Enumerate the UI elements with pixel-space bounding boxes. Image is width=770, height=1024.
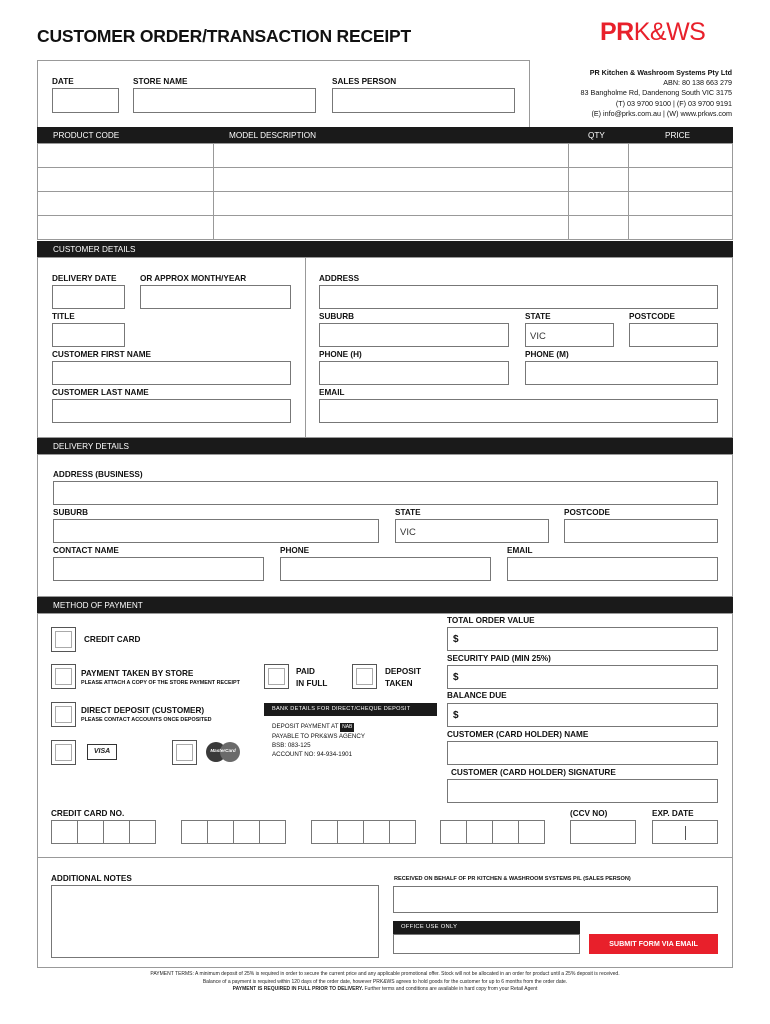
visa-logo: VISA xyxy=(87,744,117,760)
office-use-input[interactable] xyxy=(393,934,580,954)
terms-line-3-bold: PAYMENT IS REQUIRED IN FULL PRIOR TO DELIVERY. xyxy=(232,986,364,993)
store-payment-note: PLEASE ATTACH A COPY OF THE STORE PAYMENT RECEIPT xyxy=(81,680,240,686)
cc-group-3 xyxy=(311,820,416,844)
card-holder-name-input[interactable] xyxy=(447,741,718,765)
cc-digit[interactable] xyxy=(77,820,104,844)
delivery-address-input[interactable] xyxy=(53,481,718,505)
terms-line-2: Balance of a payment is required within 120 days of the order date, however PRK&WS agrees to hold goods for the customer for up to 6 months from the order date. xyxy=(202,978,568,985)
company-logo xyxy=(600,18,705,47)
direct-deposit-checkbox[interactable] xyxy=(51,702,76,727)
cc-digit[interactable] xyxy=(103,820,130,844)
bank-details-heading: BANK DETAILS FOR DIRECT/CHEQUE DEPOSIT xyxy=(272,706,411,712)
contact-name-label: CONTACT NAME xyxy=(53,546,119,555)
payment-heading: METHOD OF PAYMENT xyxy=(53,601,143,610)
office-use-only-label: OFFICE USE ONLY xyxy=(401,924,458,930)
balance-due-label: BALANCE DUE xyxy=(447,691,507,700)
paid-in-full-label-1: PAID xyxy=(296,667,315,676)
security-currency: $ xyxy=(453,672,459,683)
deposit-taken-label-2: TAKEN xyxy=(385,679,413,688)
received-on-behalf-label: RECEIVED ON BEHALF OF PR KITCHEN & WASHROOM SYSTEMS P/L (SALES PERSON) xyxy=(394,876,631,882)
cc-digit[interactable] xyxy=(466,820,493,844)
visa-checkbox[interactable] xyxy=(51,740,76,765)
delivery-email-label: EMAIL xyxy=(507,546,533,555)
phone-m-input[interactable] xyxy=(525,361,718,385)
balance-currency: $ xyxy=(453,710,459,721)
approx-month-year-input[interactable] xyxy=(140,285,291,309)
col-model-description: MODEL DESCRIPTION xyxy=(229,131,317,140)
cc-digit[interactable] xyxy=(337,820,364,844)
product-row-2[interactable] xyxy=(38,168,732,190)
state-select[interactable] xyxy=(525,323,614,347)
delivery-details-header xyxy=(37,438,733,454)
card-holder-signature-label: CUSTOMER (CARD HOLDER) SIGNATURE xyxy=(451,768,616,777)
store-name-input[interactable] xyxy=(133,88,316,113)
additional-notes-input[interactable] xyxy=(51,885,379,958)
title-label: TITLE xyxy=(52,312,75,321)
cc-group-1 xyxy=(51,820,156,844)
mastercard-checkbox[interactable] xyxy=(172,740,197,765)
security-paid-label: SECURITY PAID (MIN 25%) xyxy=(447,654,551,663)
ccv-input[interactable] xyxy=(570,820,636,844)
address-label: ADDRESS xyxy=(319,274,360,283)
cc-digit[interactable] xyxy=(518,820,545,844)
exp-date-input[interactable] xyxy=(652,820,718,844)
bsb: BSB: 083-125 xyxy=(272,742,311,749)
store-payment-label: PAYMENT TAKEN BY STORE xyxy=(81,669,194,678)
terms-line-3-rest: Further terms and conditions are available in hard copy from your Retail Agent xyxy=(363,986,538,993)
security-paid-input[interactable] xyxy=(447,665,718,689)
total-order-value-input[interactable] xyxy=(447,627,718,651)
cc-digit[interactable] xyxy=(181,820,208,844)
delivery-details-heading: DELIVERY DETAILS xyxy=(53,442,129,451)
credit-card-no-label: CREDIT CARD NO. xyxy=(51,809,125,818)
total-currency: $ xyxy=(453,634,459,645)
delivery-phone-label: PHONE xyxy=(280,546,310,555)
delivery-state-value: VIC xyxy=(400,527,416,538)
bank-name: NAB xyxy=(342,724,353,730)
received-on-behalf-input[interactable] xyxy=(393,886,718,913)
title-input[interactable] xyxy=(52,323,125,347)
company-info xyxy=(581,68,732,119)
terms-line-3 xyxy=(37,986,733,994)
customer-details-heading: CUSTOMER DETAILS xyxy=(53,245,136,254)
exp-date-separator xyxy=(685,826,686,840)
col-price: PRICE xyxy=(665,131,691,140)
cc-digit[interactable] xyxy=(259,820,286,844)
payment-header xyxy=(37,597,733,613)
address-input[interactable] xyxy=(319,285,718,309)
last-name-input[interactable] xyxy=(52,399,291,423)
direct-deposit-note: PLEASE CONTACT ACCOUNTS ONCE DEPOSITED xyxy=(81,717,212,723)
delivery-address-label: ADDRESS (BUSINESS) xyxy=(53,470,143,479)
company-abn: ABN: 80 138 663 279 xyxy=(663,78,732,88)
first-name-label: CUSTOMER FIRST NAME xyxy=(52,350,152,359)
phone-h-label: PHONE (H) xyxy=(319,350,362,359)
delivery-postcode-input[interactable] xyxy=(564,519,718,543)
delivery-date-label: DELIVERY DATE xyxy=(52,274,117,283)
email-label: EMAIL xyxy=(319,388,345,397)
logo-rest: K&WS xyxy=(633,18,706,46)
payment-terms xyxy=(37,971,733,994)
company-address: 83 Bangholme Rd, Dandenong South VIC 3175 xyxy=(580,88,732,98)
deposit-taken-label-1: DEPOSIT xyxy=(385,667,421,676)
paid-in-full-checkbox[interactable] xyxy=(264,664,289,689)
additional-notes-label: ADDITIONAL NOTES xyxy=(51,874,132,883)
bank-details-header xyxy=(264,703,437,716)
credit-card-label: CREDIT CARD xyxy=(84,635,141,644)
mastercard-text: MasterCard xyxy=(210,748,236,753)
delivery-email-input[interactable] xyxy=(507,557,718,581)
total-order-value-label: TOTAL ORDER VALUE xyxy=(447,616,535,625)
cc-digit[interactable] xyxy=(129,820,156,844)
company-name: PR Kitchen & Washroom Systems Pty Ltd xyxy=(589,68,732,77)
last-name-label: CUSTOMER LAST NAME xyxy=(52,388,149,397)
page-title: CUSTOMER ORDER/TRANSACTION RECEIPT xyxy=(37,26,412,46)
delivery-state-select[interactable] xyxy=(395,519,549,543)
delivery-state-label: STATE xyxy=(395,508,421,517)
balance-due-input[interactable] xyxy=(447,703,718,727)
card-holder-name-label: CUSTOMER (CARD HOLDER) NAME xyxy=(447,730,589,739)
cc-digit[interactable] xyxy=(440,820,467,844)
deposit-taken-checkbox[interactable] xyxy=(352,664,377,689)
deposit-payment-at: DEPOSIT PAYMENT AT xyxy=(272,723,339,730)
col-product-code: PRODUCT CODE xyxy=(53,131,120,140)
logo-pr: PR xyxy=(600,18,634,46)
delivery-phone-input[interactable] xyxy=(280,557,491,581)
cc-group-2 xyxy=(181,820,286,844)
product-row-1[interactable] xyxy=(38,144,732,166)
delivery-postcode-label: POSTCODE xyxy=(564,508,610,517)
suburb-input[interactable] xyxy=(319,323,509,347)
product-table-header xyxy=(37,127,733,143)
mastercard-logo xyxy=(206,742,240,762)
approx-month-year-label: OR APPROX MONTH/YEAR xyxy=(140,274,247,283)
cc-digit[interactable] xyxy=(389,820,416,844)
cc-group-4 xyxy=(440,820,545,844)
first-name-input[interactable] xyxy=(52,361,291,385)
cc-digit[interactable] xyxy=(51,820,78,844)
cc-digit[interactable] xyxy=(363,820,390,844)
sales-person-label: SALES PERSON xyxy=(332,77,397,86)
payable-to: PAYABLE TO PRK&WS AGENCY xyxy=(272,733,365,740)
state-value: VIC xyxy=(530,331,546,342)
product-row-3[interactable] xyxy=(38,192,732,214)
phone-m-label: PHONE (M) xyxy=(525,350,569,359)
postcode-input[interactable] xyxy=(629,323,718,347)
paid-in-full-label-2: IN FULL xyxy=(296,679,328,688)
date-input[interactable] xyxy=(52,88,119,113)
cc-digit[interactable] xyxy=(233,820,260,844)
company-phone-fax: (T) 03 9700 9100 | (F) 03 9700 9191 xyxy=(615,98,732,108)
customer-details-header xyxy=(37,241,733,257)
cc-digit[interactable] xyxy=(311,820,338,844)
store-name-label: STORE NAME xyxy=(133,77,188,86)
account-no: ACCOUNT NO: 94-934-1901 xyxy=(272,751,353,758)
office-use-only xyxy=(393,921,580,934)
suburb-label: SUBURB xyxy=(319,312,355,321)
bank-details-info xyxy=(272,722,365,759)
direct-deposit-label: DIRECT DEPOSIT (CUSTOMER) xyxy=(81,706,205,715)
submit-form-button[interactable]: SUBMIT FORM VIA EMAIL xyxy=(589,934,718,954)
state-label: STATE xyxy=(525,312,551,321)
date-label: DATE xyxy=(52,77,74,86)
product-row-4[interactable] xyxy=(38,216,732,239)
col-qty: QTY xyxy=(588,131,605,140)
credit-card-checkbox[interactable] xyxy=(51,627,76,652)
terms-line-1: PAYMENT TERMS: A minimum deposit of 25% is required in order to secure the current price and any applicable promotional offer. Stock will not be allocated in an order for product until a 25% deposit is received. xyxy=(150,971,620,977)
email-input[interactable] xyxy=(319,399,718,423)
company-email-web: (E) info@prks.com.au | (W) www.prkws.com xyxy=(591,108,732,118)
phone-h-input[interactable] xyxy=(319,361,509,385)
store-payment-checkbox[interactable] xyxy=(51,664,76,689)
card-holder-signature-input[interactable] xyxy=(447,779,718,803)
exp-date-label: EXP. DATE xyxy=(652,809,694,818)
ccv-label: (CCV NO) xyxy=(570,809,608,818)
customer-details-divider xyxy=(305,257,306,438)
cc-digit[interactable] xyxy=(207,820,234,844)
sales-person-input[interactable] xyxy=(332,88,515,113)
delivery-suburb-label: SUBURB xyxy=(53,508,89,517)
postcode-label: POSTCODE xyxy=(629,312,675,321)
contact-name-input[interactable] xyxy=(53,557,264,581)
cc-digit[interactable] xyxy=(492,820,519,844)
delivery-suburb-input[interactable] xyxy=(53,519,379,543)
delivery-date-input[interactable] xyxy=(52,285,125,309)
